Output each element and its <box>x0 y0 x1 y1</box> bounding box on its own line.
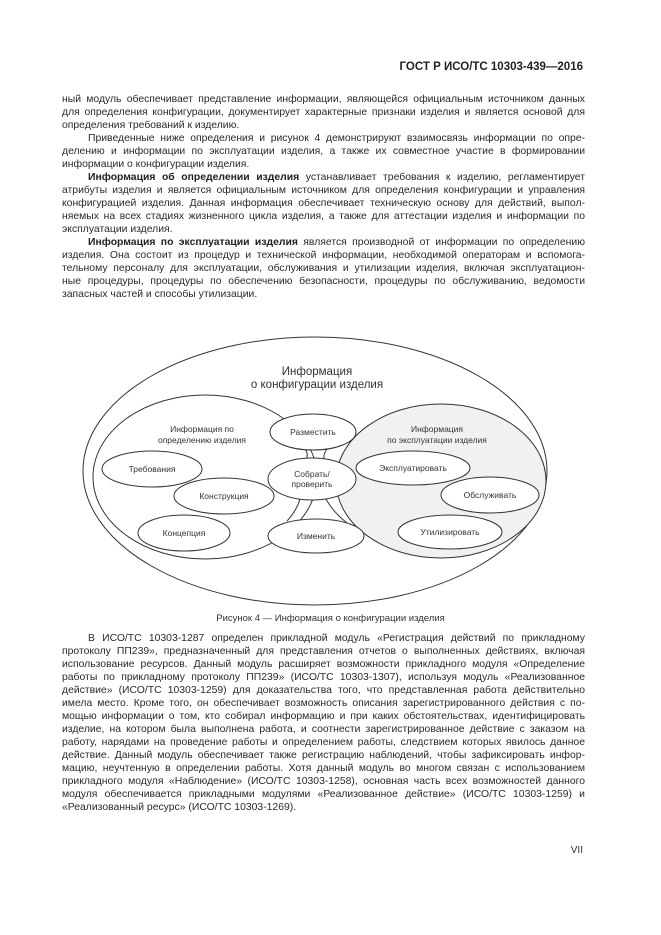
line-text: определения требований к изделию. <box>62 120 240 131</box>
label-requirements: Требования <box>128 464 176 474</box>
line-text: информации о конфигурации изделия. <box>62 159 250 170</box>
label-collect-1: Собрать/ <box>294 469 330 479</box>
line-text: имела место. Кроме того, он обеспечивает возможность описания зарегистрированного действия с по- <box>62 698 585 709</box>
label-concept: Концепция <box>162 528 206 538</box>
outer-title-1: Информация <box>281 366 353 378</box>
paragraph-line <box>62 723 585 736</box>
document-header: ГОСТ Р ИСО/ТС 10303-439—2016 <box>399 61 583 73</box>
line-text: изделие, на котором была выполнена работа, и соотнести зарегистрированное действие с заказом на <box>62 724 585 735</box>
line-text: «Реализованный ресурс» (ИСО/ТС 10303-1269). <box>62 802 297 813</box>
line-text: няемых на всех стадиях жизненного цикла изделия, а также для аттестации изделия и информации по <box>62 211 585 222</box>
paragraph-line <box>62 749 585 762</box>
label-design: Конструкция <box>199 491 249 501</box>
line-text: изделия. Она состоит из процедур и технической информации, необходимой операторам и вспомога- <box>62 250 585 261</box>
line-text: использование ресурсов. Данный модуль расширяет возможности прикладного модуля «Определение <box>62 659 585 670</box>
line-text: делению и информации по эксплуатации изделия, а также их совместное участие в формировании <box>62 146 585 157</box>
line-text: модуля обеспечивается прикладными модулями «Реализованное действие» (ИСО/ТС 10303-1259) и <box>62 789 585 800</box>
line-text: Приведенные ниже определения и рисунок 4 демонстрируют взаимосвязь информации по опре- <box>88 133 585 144</box>
line-text: ные процедуры, процедуры по обеспечению безопасности, процедуры по обслуживанию, ведомости <box>62 276 585 287</box>
label-place: Разместить <box>290 427 336 437</box>
paragraph-line <box>62 788 585 801</box>
line-text: прикладного модуля «Наблюдение» (ИСО/ТС 10303-1258), основная часть всех возможностей данного <box>62 776 585 787</box>
line-text: мощью информации о том, кто собирал информацию и при каких обстоятельствах, идентифицировать <box>62 711 585 722</box>
line-text: ный модуль обеспечивает представление информации, являющейся официальным источником данных <box>62 94 585 105</box>
line-text: работы по прикладному протоколу ПП239» (ИСО/ТС 10303-1307), используя модуль «Реализованное <box>62 672 585 683</box>
line-text: для определения конфигурации, документирует характерные признаки изделия и является основой для <box>62 107 585 118</box>
outer-title-2: о конфигурации изделия <box>250 379 384 391</box>
line-text: атрибуты изделия и является официальным источником для определения конфигурации и управления <box>62 185 585 196</box>
paragraph-line <box>62 762 585 775</box>
left-title-1: Информация по <box>170 424 234 434</box>
line-text: конфигурацией изделия. Данная информация обеспечивает техническую основу для действий, выпол- <box>62 198 585 209</box>
paragraph-line <box>62 801 585 814</box>
paragraph-line <box>62 658 585 671</box>
paragraph-line <box>62 645 585 658</box>
paragraph-line <box>62 736 585 749</box>
right-title-2: по эксплуатации изделия <box>387 435 487 445</box>
label-operate: Эксплуатировать <box>379 463 447 473</box>
line-text: работу, нарядами на проведение работы и определением работы, следствием которых явилось данное <box>62 737 585 748</box>
line-text: устанавливает требования к изделию, регламентирует <box>299 172 585 183</box>
line-text: является производной от информации по определению <box>297 237 585 248</box>
line-text: действие» (ИСО/ТС 10303-1259) для доказательства того, что представленная работа действительно <box>62 685 585 696</box>
paragraph-line <box>62 697 585 710</box>
paragraph-line <box>62 671 585 684</box>
paragraph-line <box>62 775 585 788</box>
line-text: мацию, неучтенную в определении работы. Хотя данный модуль во многом связан с использованием <box>62 763 585 774</box>
label-maintain: Обслуживать <box>463 490 517 500</box>
line-text: В ИСО/ТС 10303-1287 определен прикладной модуль «Регистрация действий по прикладному <box>88 633 585 644</box>
label-dispose: Утилизировать <box>420 527 480 537</box>
term-bold: Информация об определении изделия <box>88 172 300 183</box>
line-text: запасных частей и способы утилизации. <box>62 289 258 300</box>
paragraph-line <box>62 710 585 723</box>
page-number: VII <box>570 845 583 856</box>
line-text: эксплуатации изделия. <box>62 224 173 235</box>
paragraph-line <box>62 684 585 697</box>
term-bold: Информация по эксплуатации изделия <box>88 237 298 248</box>
left-title-2: определению изделия <box>157 435 247 445</box>
line-text: тельному персоналу для эксплуатации, обслуживания и утилизации изделия, включая эксплуатацион- <box>62 263 585 274</box>
paragraph-line <box>62 632 585 645</box>
bottom-text-block <box>62 632 585 814</box>
label-collect-2: проверить <box>291 479 333 489</box>
line-text: протоколу ПП239», предназначенный для представления отчетов о выполненных действиях, включая <box>62 646 585 657</box>
line-text: действие. Данный модуль обеспечивает также регистрацию наблюдений, чтобы зафиксировать инфор- <box>62 750 585 761</box>
right-title-1: Информация <box>410 424 464 434</box>
figure-caption: Рисунок 4 — Информация о конфигурации изделия <box>216 613 445 624</box>
label-change: Изменить <box>296 531 336 541</box>
